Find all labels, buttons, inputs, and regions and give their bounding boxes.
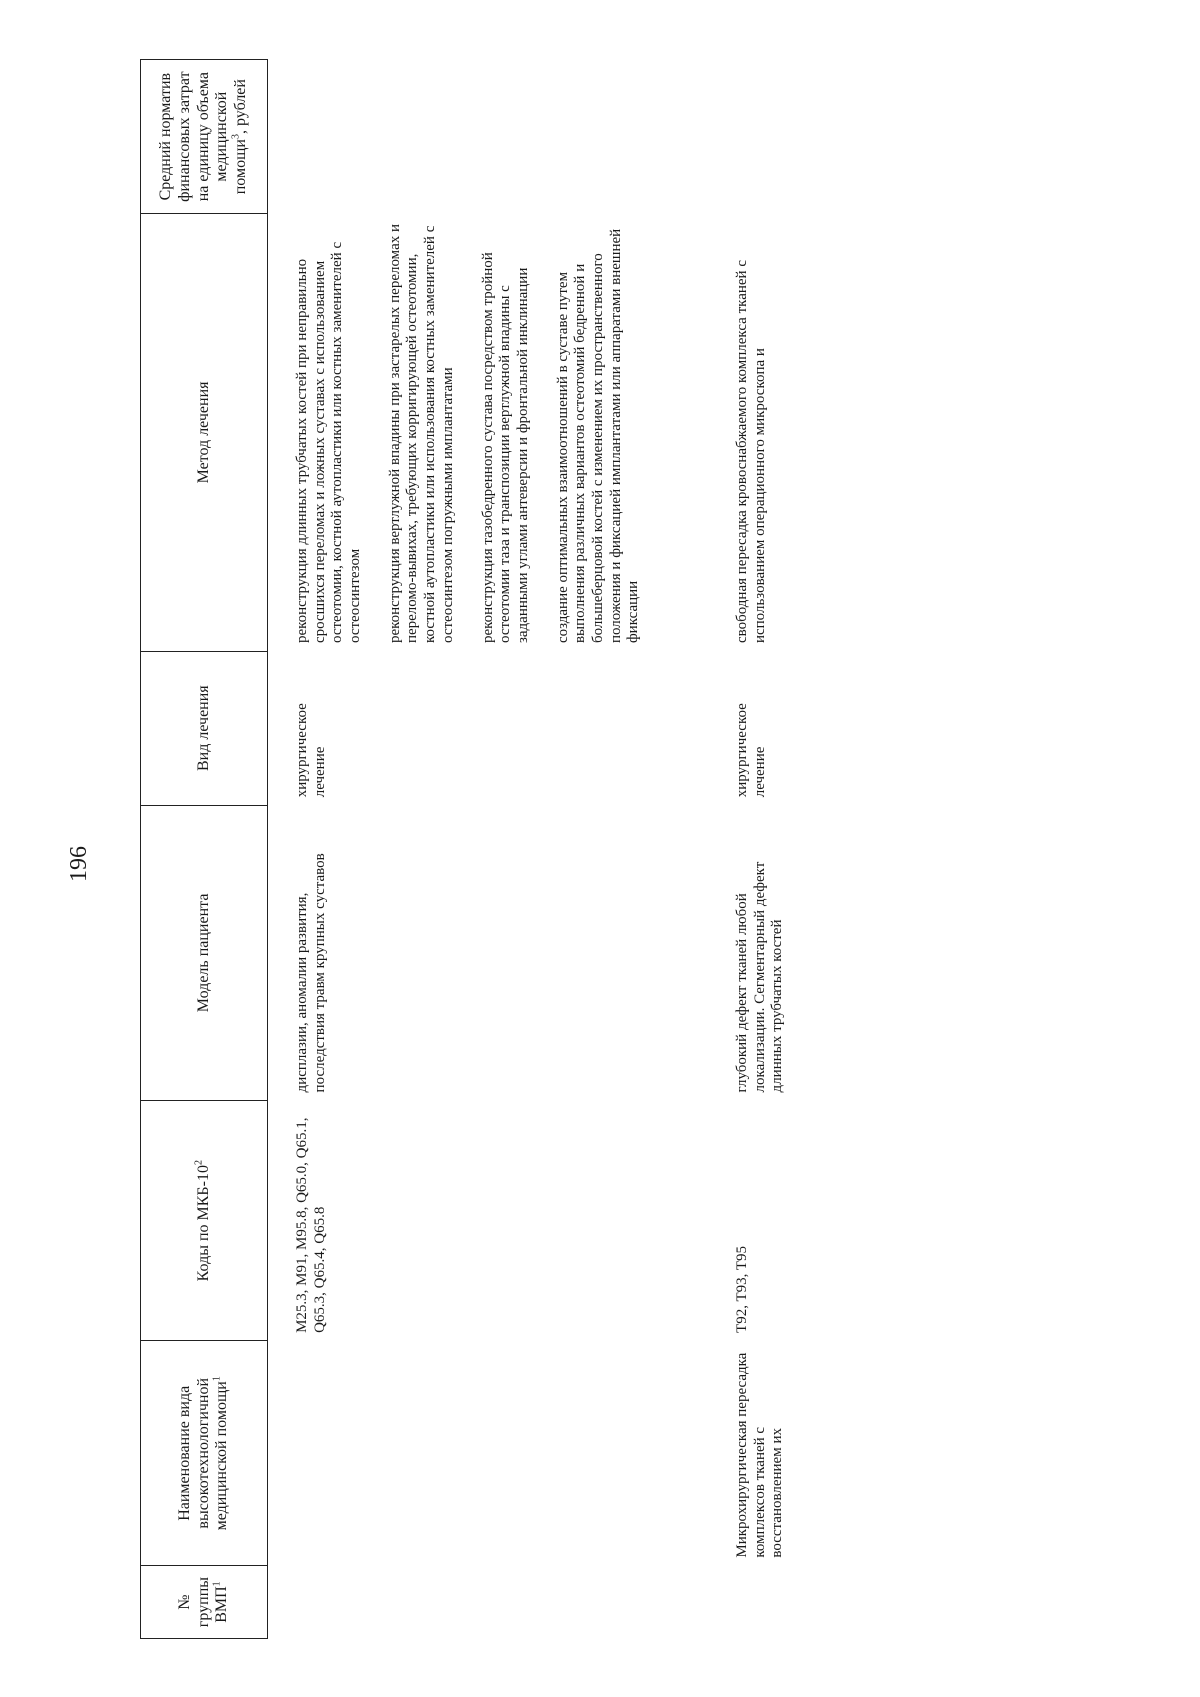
method-item: свободная пересадка кровоснабжаемого комплекса тканей с использованием операционного микроскопа и — [734, 260, 768, 644]
method-item: создание оптимальных взаимоотношений в суставе путем выполнения различных вариантов остеотомий бедренной и большеберцовой костей с изменением их пространственного положения и фиксацией имплантатами или аппаратами внешней фиксации — [554, 228, 642, 644]
method-item: реконструкция тазобедренного сустава посредством тройной остеотомии таза и транспозиции вертлужной впадины с заданными углами антеверсии и фронтальной инклинации — [479, 252, 531, 644]
table-header-row — [141, 60, 268, 1639]
page-number: 196 — [66, 846, 92, 882]
cell-codes: T92, T93, T95 — [734, 1245, 750, 1333]
cell-group-no — [734, 1566, 791, 1639]
header-cost: Средний норматив финансовых затрат на единицу объема медицинской помощи$^3$, рублей — [141, 60, 268, 214]
cell-patient-model: глубокий дефект тканей любой локализации. Сегментарный дефект длинных трубчатых костей — [734, 861, 786, 1093]
cell-treatment-type: хирургическое лечение — [734, 703, 768, 798]
cell-group-no — [294, 1566, 734, 1639]
table-row — [734, 60, 791, 1639]
header-codes: Коды по МКБ-$10^2$ — [141, 1100, 268, 1340]
cell-name — [294, 1341, 734, 1566]
header-treatment-type: Вид лечения — [141, 651, 268, 805]
table-row — [294, 60, 734, 1639]
cell-cost — [294, 60, 734, 214]
header-patient-model: Модель пациента — [141, 805, 268, 1100]
table-spacer-row — [268, 60, 295, 1639]
cell-treatment-type: хирургическое лечение — [294, 703, 328, 798]
cell-codes: M25.3, M91, M95.8, Q65.0, Q65.1, Q65.3, Q65.4, Q65.8 — [294, 1117, 328, 1333]
cell-cost — [734, 60, 791, 214]
vmp-table — [140, 59, 791, 1639]
cell-patient-model: дисплазии, аномалии развития, последствия травм крупных суставов — [294, 853, 328, 1093]
method-item: реконструкция вертлужной впадины при застарелых переломах и переломо-вывихах, требующих корригирующей остеотомии, костной аутопластики или использования костных заменителей с остеосинтезом погружными имплантатами — [386, 223, 456, 644]
cell-name: Микрохирургическая пересадка комплексов тканей с восстановлением их — [734, 1352, 786, 1558]
cell-method — [294, 214, 734, 651]
header-name: Наименование вида высокотехнологичной медицинской помощи$^1$ — [141, 1341, 268, 1566]
method-item: реконструкция длинных трубчатых костей при неправильно сросшихся переломах и ложных суставах с использованием остеотомии, костной аутопластики или костных заменителей с остеосинтезом — [294, 241, 364, 644]
header-method: Метод лечения — [141, 214, 268, 651]
header-group-no: № группы ВМП$^1$ — [141, 1566, 268, 1639]
cell-method — [734, 214, 791, 651]
